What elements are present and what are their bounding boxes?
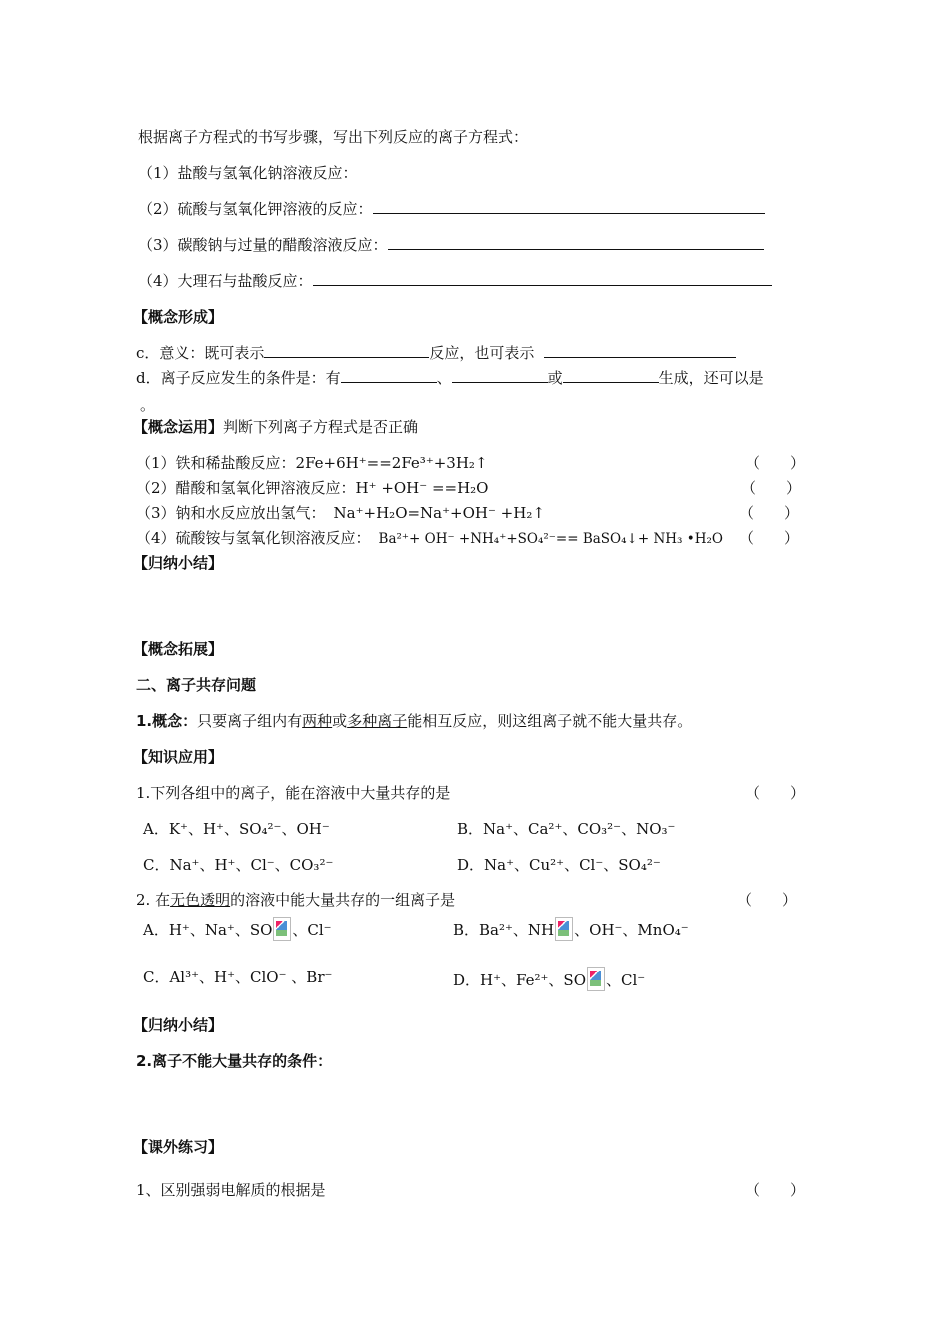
definition-text: 或 [332,712,348,730]
definition-lead: 1.概念： [136,712,198,730]
answer-blank[interactable] [264,343,429,358]
concept-c-mid: 反应，也可表示 [429,344,535,362]
separator: 、 [436,369,452,387]
judge-equation: 2Fe+6H⁺==2Fe³⁺+3H₂↑ [295,454,488,472]
concept-d-line [136,368,764,388]
broken-image-icon [273,917,291,941]
reaction-4-label: （4）大理石与盐酸反应： [138,272,313,290]
intro-text: 根据离子方程式的书写步骤，写出下列反应的离子方程式： [138,128,529,146]
definition-underlined: 多种离子 [347,712,408,730]
extra-practice-heading: 【课外练习】 [133,1138,224,1156]
q2-rest: 的溶液中能大量共存的一组离子是 [230,891,456,909]
knowledge-heading: 【知识应用】 [133,748,224,766]
reaction-1: （1）盐酸与氢氧化钠溶液反应： [138,164,358,182]
answer-blank[interactable] [544,343,736,358]
broken-image-icon [555,917,573,941]
q2-d-text: 、Cl⁻ [606,971,646,989]
q1-option-b[interactable]: B．Na⁺、Ca²⁺、CO₃²⁻、NO₃⁻ [457,820,676,838]
judge-item-3 [136,503,545,523]
q2-lead: 2. 在 [136,891,171,909]
answer-blank[interactable] [341,368,437,383]
answer-paren[interactable]: （ ） [745,1181,806,1199]
concept-d-tail: 生成，还可以是 [658,369,764,387]
exercise-1-stem: 1、区别强弱电解质的根据是 [136,1181,326,1199]
answer-blank[interactable] [373,199,765,214]
q2-underlined: 无色透明 [170,891,231,909]
q1-option-c[interactable]: C．Na⁺、H⁺、Cl⁻、CO₃²⁻ [143,856,334,874]
concept-c-line [136,343,736,363]
answer-blank[interactable] [563,368,659,383]
q2-option-b[interactable] [453,917,689,941]
answer-paren[interactable]: （ ） [745,784,806,802]
definition-text: 能相互反应，则这组离子就不能大量共存。 [407,712,693,730]
q1-option-d[interactable]: D．Na⁺、Cu²⁺、Cl⁻、SO₄²⁻ [457,856,661,874]
reaction-2-label: （2）硫酸与氢氧化钾溶液的反应： [138,200,373,218]
q2-a-text: A．H⁺、Na⁺、SO [143,921,273,939]
judge-equation: Ba²⁺+ OH⁻ +NH₄⁺+SO₄²⁻== BaSO₄↓+ NH₃ •H₂O [378,531,723,547]
q2-option-c[interactable]: C．Al³⁺、H⁺、ClO⁻ 、Br⁻ [143,968,333,986]
reaction-4 [138,271,772,291]
concept-use-line [133,417,418,437]
answer-paren[interactable]: （ ） [745,454,806,472]
definition-underlined: 两种 [302,712,333,730]
concept-ext-heading: 【概念拓展】 [133,640,224,658]
concept-use-heading: 【概念运用】 [133,418,224,436]
reaction-3 [138,235,764,255]
judge-label: （1）铁和稀盐酸反应： [136,454,296,472]
separator: 或 [547,369,563,387]
concept-form-heading: 【概念形成】 [133,308,224,326]
concept-use-instruction: 判断下列离子方程式是否正确 [223,418,419,436]
answer-blank[interactable] [388,235,764,250]
judge-label: （3）钠和水反应放出氢气： [136,504,326,522]
answer-blank[interactable] [452,368,548,383]
q2-d-text: D．H⁺、Fe²⁺、SO [453,971,586,989]
question-2-stem [136,890,455,910]
concept-d-end: 。 [140,396,156,414]
judge-equation: H⁺ +OH⁻ ==H₂O [355,479,489,497]
judge-label: （4）硫酸铵与氢氧化钡溶液反应： [136,529,371,547]
q2-option-a[interactable] [143,917,332,941]
reaction-3-label: （3）碳酸钠与过量的醋酸溶液反应： [138,236,388,254]
judge-item-1 [136,453,488,473]
concept-d-label: d．离子反应发生的条件是：有 [136,369,341,387]
q2-b-text: 、OH⁻、MnO₄⁻ [574,921,689,939]
definition-line [136,711,692,731]
section-2-title: 二、离子共存问题 [136,676,257,694]
answer-blank[interactable] [313,271,772,286]
condition-heading: 2.离子不能大量共存的条件： [136,1052,333,1070]
answer-paren[interactable]: （ ） [737,891,798,909]
judge-item-4 [136,528,723,549]
answer-paren[interactable]: （ ） [739,529,800,547]
judge-label: （2）醋酸和氢氧化钾溶液反应： [136,479,356,497]
summary-heading-1: 【归纳小结】 [133,554,224,572]
answer-paren[interactable]: （ ） [741,479,802,497]
question-1-stem: 1.下列各组中的离子，能在溶液中大量共存的是 [136,784,451,802]
answer-paren[interactable]: （ ） [739,504,800,522]
q2-a-text: 、Cl⁻ [292,921,332,939]
definition-text: 只要离子组内有 [197,712,303,730]
concept-c-label: c．意义：既可表示 [136,344,265,362]
judge-item-2 [136,478,488,498]
summary-heading-2: 【归纳小结】 [133,1016,224,1034]
reaction-2 [138,199,765,219]
judge-equation: Na⁺+H₂O=Na⁺+OH⁻ +H₂↑ [333,504,545,522]
q1-option-a[interactable]: A．K⁺、H⁺、SO₄²⁻、OH⁻ [143,820,330,838]
broken-image-icon [587,967,605,991]
q2-b-text: B．Ba²⁺、NH [453,921,555,939]
q2-option-d[interactable] [453,967,645,991]
